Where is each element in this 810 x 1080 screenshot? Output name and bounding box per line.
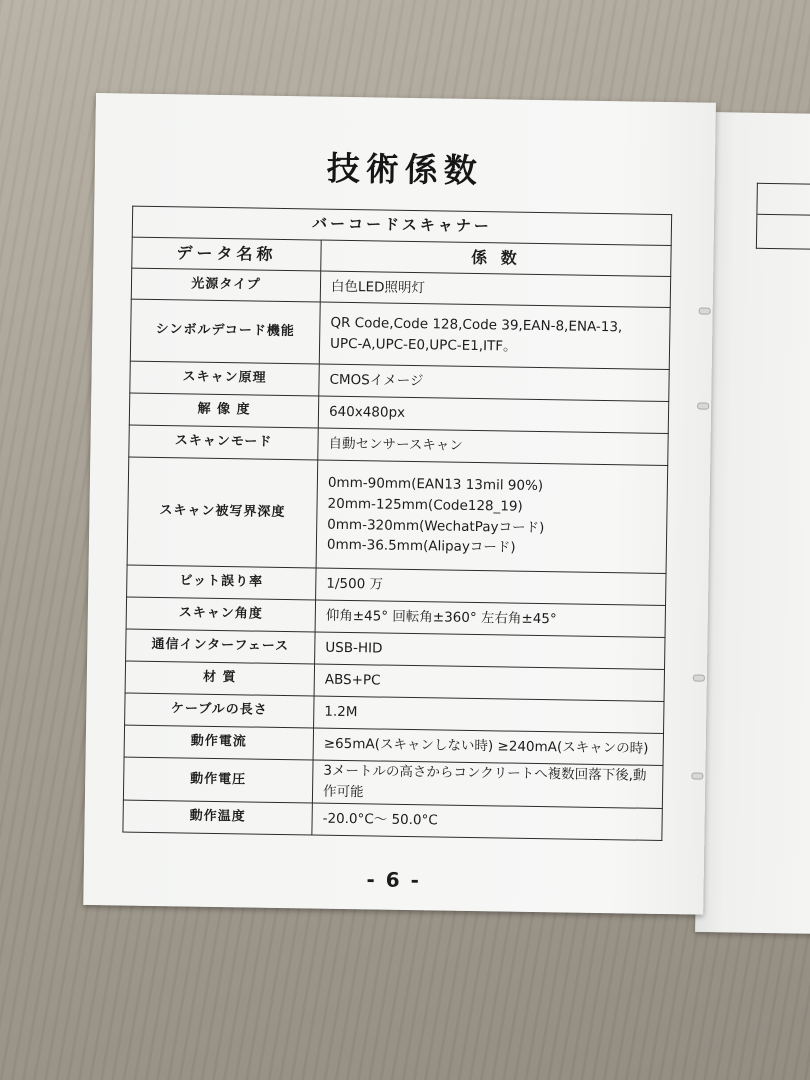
spec-name: 解 像 度 xyxy=(129,393,318,428)
spec-name: ケーブルの長さ xyxy=(125,693,314,728)
table-row xyxy=(127,457,668,573)
spec-name: ビット誤り率 xyxy=(127,565,316,600)
spec-value-line: 1/500 万 xyxy=(326,575,384,593)
spec-name: スキャンモード xyxy=(129,425,318,460)
spec-value-line: ABS+PC xyxy=(324,671,381,689)
page-title: 技術係数 xyxy=(326,148,484,191)
spec-name: スキャン被写界深度 xyxy=(127,457,318,568)
right-page-table-fragment xyxy=(756,183,810,251)
spec-name: 光源タイプ xyxy=(131,268,320,302)
spec-value-line: QR Code,Code 128,Code 39,EAN-8,ENA-13, xyxy=(330,314,623,335)
spec-value-line: 20mm-125mm(Code128_19) xyxy=(327,495,523,515)
spec-name: スキャン角度 xyxy=(126,597,315,632)
spec-value-line: UPC-A,UPC-E0,UPC-E1,ITF。 xyxy=(329,335,517,355)
spec-value-line: 仰角±45° 回転角±360° 左右角±45° xyxy=(325,607,557,628)
spec-value-line: USB-HID xyxy=(325,639,383,657)
spec-value-line: ≥65mA(スキャンしない時) ≥240mA(スキャンの時) xyxy=(323,735,649,757)
spec-name: 動作電流 xyxy=(124,725,313,760)
spec-value-line: 640x480px xyxy=(328,403,406,421)
table-row xyxy=(130,299,670,369)
spec-name: シンボルデコード機能 xyxy=(130,299,320,364)
spec-value-line: 3メートルの高さからコンクリートへ複数回落下後,動作可能 xyxy=(322,762,647,801)
binding-stitch xyxy=(699,307,711,314)
spec-value xyxy=(312,760,663,808)
spec-name: 通信インターフェース xyxy=(126,629,315,664)
spec-value xyxy=(316,460,668,573)
table-fragment-divider xyxy=(757,214,810,217)
spec-value-line: 白色LED照明灯 xyxy=(330,278,426,296)
spec-value-line: 1.2M xyxy=(324,703,358,721)
spec-value-line: CMOSイメージ xyxy=(329,371,424,390)
header-name: データ名称 xyxy=(132,237,321,271)
spec-value xyxy=(312,803,662,840)
spec-value-line: 自動センサースキャン xyxy=(328,435,463,454)
spec-value-line: 0mm-320mm(WechatPayコード) xyxy=(327,516,545,536)
binding-stitch xyxy=(693,674,705,681)
page-number: - 6 - xyxy=(366,867,422,893)
spec-name: 動作電圧 xyxy=(123,757,313,803)
manual-page xyxy=(83,93,716,915)
spec-value-line: 0mm-90mm(EAN13 13mil 90%) xyxy=(327,474,544,494)
binding-stitch xyxy=(697,402,709,409)
binding-stitch xyxy=(691,772,703,779)
spec-value xyxy=(319,302,670,369)
spec-name: 動作温度 xyxy=(123,800,312,835)
spec-value-line: -20.0°C～ 50.0°C xyxy=(322,810,438,829)
spec-name: スキャン原理 xyxy=(130,361,319,396)
spec-value-line: 0mm-36.5mm(Alipayコード) xyxy=(326,537,516,557)
section-title: バーコードスキャナー xyxy=(132,206,671,245)
spec-name: 材 質 xyxy=(125,661,314,696)
spec-table xyxy=(122,206,672,841)
header-value: 係 数 xyxy=(321,240,671,276)
